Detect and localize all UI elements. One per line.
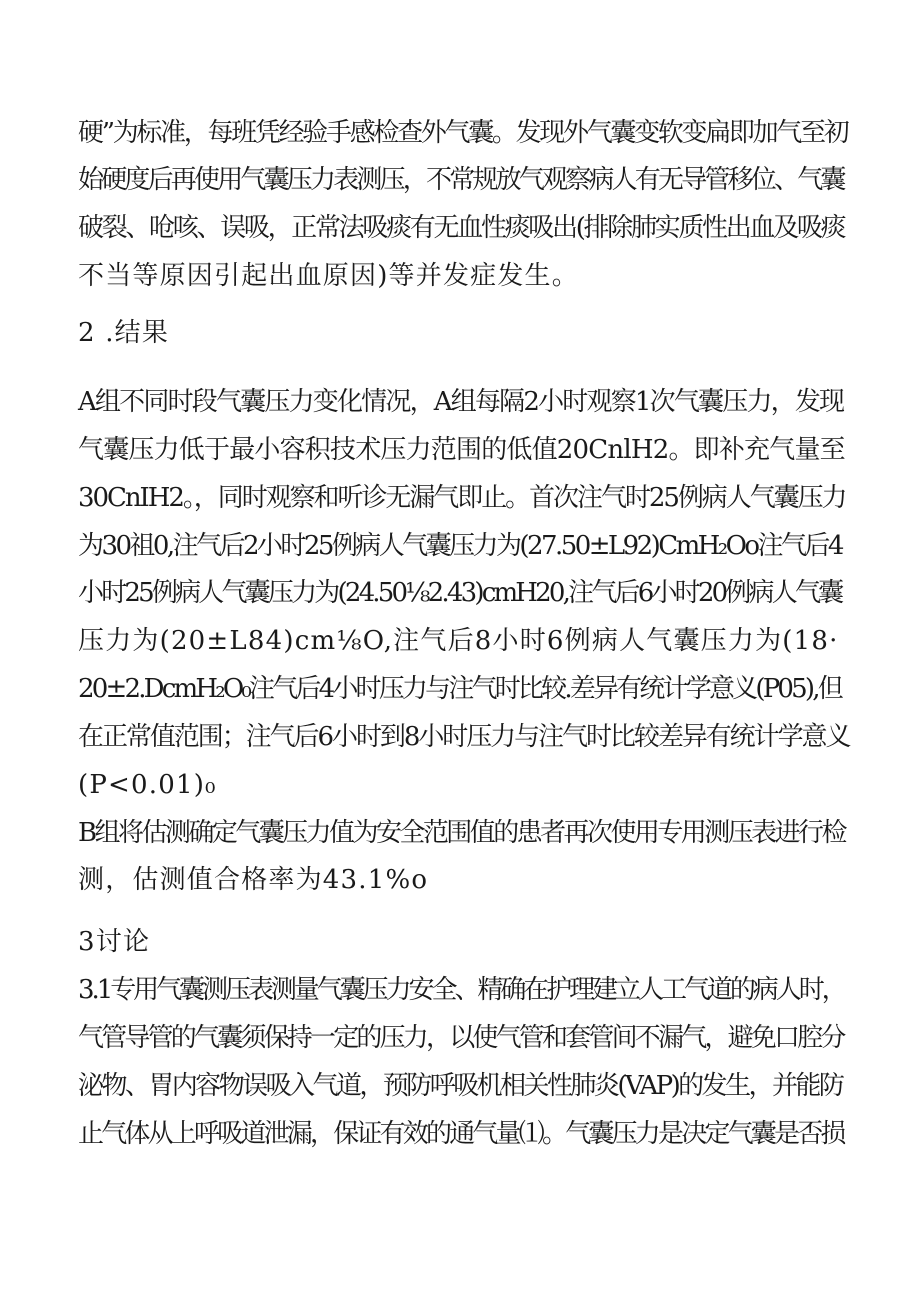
paragraph-line: 20±2.DcmH₂O₀注气后4小时压力与注气时比较.差异有统计学意义(P05),但 (78, 674, 841, 704)
paragraph-line: 压力为(20±L84)cm⅛O,注气后8小时6例病人气囊压力为(18· (78, 626, 839, 656)
paragraph-line: 止气体从上呼吸道泄漏，保证有效的通气量⑴。气囊压力是决定气囊是否损 (78, 1119, 844, 1149)
paragraph-line: 破裂、呛咳、误吸，正常法吸痰有无血性痰吸出(排除肺实质性出血及吸痰 (78, 213, 845, 243)
paragraph-line: 气囊压力低于最小容积技术压力范围的低值20CnlH2。即补充气量至 (78, 435, 845, 465)
paragraph-line: 不当等原因引起出血原因)等并发症发生。 (78, 261, 579, 291)
paragraph-line: (P<0.01)₀ (78, 770, 217, 800)
paragraph-line: 为30祖0,注气后2小时25例病人气囊压力为(27.50±L92)CmH₂Oo注气后4 (78, 531, 842, 561)
paragraph-line: 气管导管的气囊须保持一定的压力，以使气管和套管间不漏气，避免口腔分 (78, 1023, 844, 1053)
paragraph-line: 硬”为标准，每班凭经验手感检查外气囊。发现外气囊变软变扁即加气至初 (78, 118, 848, 148)
paragraph-line: 在正常值范围；注气后6小时到8小时压力与注气时比较差异有统计学意义 (78, 722, 850, 752)
paragraph-line: 测，估测值合格率为43.1%o (78, 865, 429, 895)
paragraph-line: 始硬度后再使用气囊压力表测压，不常规放气观察病人有无导管移位、气囊 (78, 165, 844, 195)
section-heading-results: 2 .结果 (78, 318, 170, 348)
paragraph-line: 30CnIH2。，同时观察和听诊无漏气即止。首次注气时25例病人气囊压力 (78, 483, 846, 513)
paragraph-line: B组将估测确定气囊压力值为安全范围值的患者再次使用专用测压表进行检 (78, 818, 845, 848)
paragraph-line: 泌物、胃内容物误吸入气道，预防呼吸机相关性肺炎(VAP)的发生，并能防 (78, 1071, 843, 1101)
paragraph-line: 3.1专用气囊测压表测量气囊压力安全、精确在护理建立人工气道的病人时， (78, 975, 845, 1005)
paragraph-line: A组不同时段气囊压力变化情况，A组每隔2小时观察1次气囊压力，发现 (78, 387, 844, 417)
paragraph-line: 小时25例病人气囊压力为(24.50⅛2.43)cmH20,注气后6小时20例病人气囊 (78, 578, 842, 608)
section-heading-discussion: 3讨论 (78, 927, 151, 957)
